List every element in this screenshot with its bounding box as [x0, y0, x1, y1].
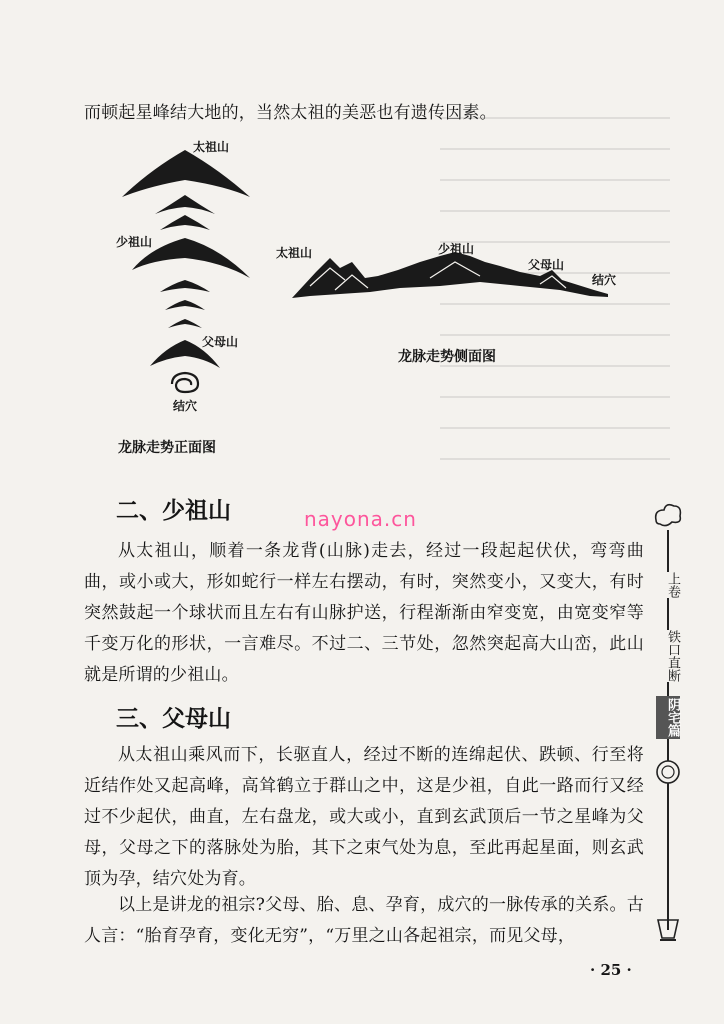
section-heading-fumu: 三、父母山 [116, 706, 231, 732]
section-body-shaozu: 从太祖山，顺着一条龙背(山脉)走去，经过一段起起伏伏，弯弯曲曲，或小或大，形如蛇行一样左右摆动，有时，突然变小，又变大，有时突然鼓起一个球状而且左右有山脉护送，行程渐渐由窄变宽，由宽变窄等千变万化的形状，一言难尽。不过二、三节处，忽然突起高大山峦，此山就是所谓的少祖山。 [84, 541, 644, 685]
front-label-jiexue: 结穴 [173, 399, 198, 413]
margin-ornament [648, 500, 688, 950]
page-number: · 25 · [590, 961, 632, 979]
side-label-jiexue: 结穴 [592, 273, 617, 287]
intro-line: 而顿起星峰结大地的，当然太祖的美恶也有遗传因素。 [84, 103, 497, 123]
side-label-shaozu: 少祖山 [438, 242, 475, 256]
round-ornament-icon [654, 758, 682, 786]
lantern-ornament-icon [650, 910, 686, 944]
volume-label: 上卷 [656, 572, 680, 598]
watermark-text: nayona.cn [304, 507, 417, 531]
front-view-caption: 龙脉走势正面图 [118, 440, 216, 456]
part-title-label: 阴宅篇 [656, 696, 680, 739]
book-title-label: 铁口直断 [656, 630, 680, 682]
section-body-fumu-2: 以上是讲龙的祖宗?父母、胎、息、孕育，成穴的一脉传承的关系。古人言：“胎育孕育，变化无穷”，“万里之山各起祖宗，而见父母， [84, 895, 644, 946]
front-label-shaozu: 少祖山 [116, 235, 153, 249]
cloud-ornament-icon [652, 500, 684, 530]
section-body-fumu: 从太祖山乘风而下，长驱直人，经过不断的连绵起伏、跌顿、行至将近结作处又起高峰，高耸鹤立于群山之中，这是少祖，自此一路而行又经过不少起伏，曲直，左右盘龙，或大或小，直到玄武顶后一节之星峰为父母，父母之下的落脉处为胎，其下之束气处为息，至此再起星面，则玄武顶为孕，结穴处为育。 [84, 745, 644, 889]
side-view-diagram [0, 0, 724, 480]
side-view-caption: 龙脉走势侧面图 [398, 349, 496, 365]
section-heading-shaozu: 二、少祖山 [116, 498, 231, 524]
side-label-taizu: 太祖山 [276, 246, 313, 260]
side-label-fumu: 父母山 [528, 258, 565, 272]
front-label-taizu: 太祖山 [193, 140, 230, 154]
front-label-fumu: 父母山 [202, 335, 239, 349]
